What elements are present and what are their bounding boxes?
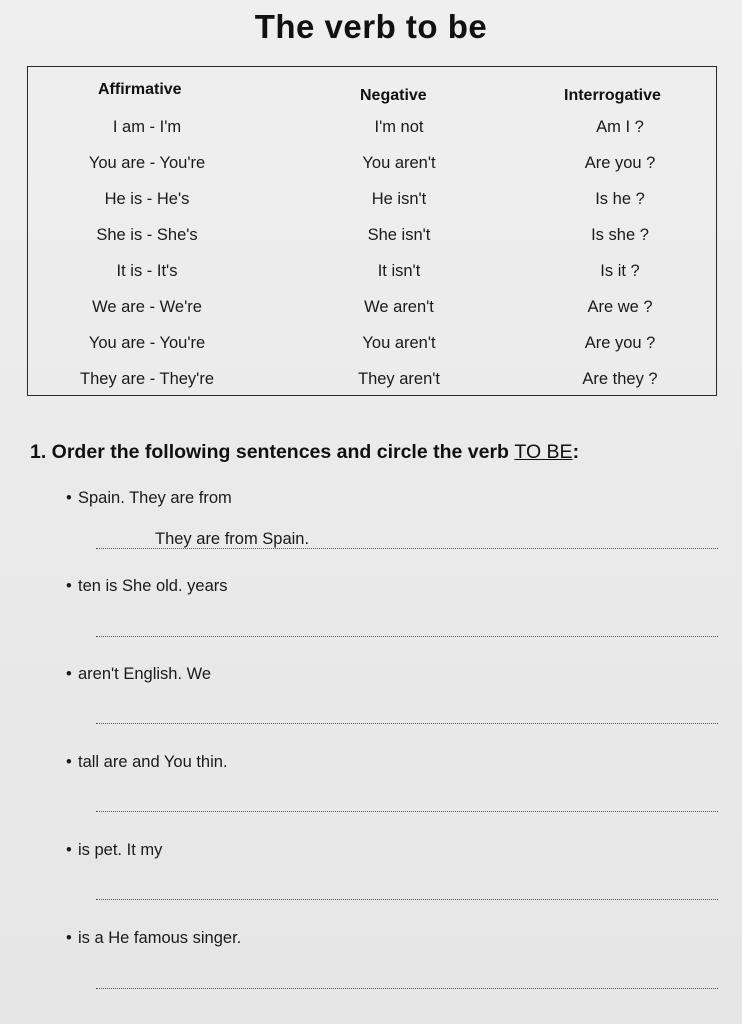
- page-title: The verb to be: [254, 8, 488, 45]
- bullet-icon: •: [66, 489, 72, 507]
- cell-negative: You aren't: [362, 154, 436, 172]
- answer-text: They are from Spain.: [155, 530, 310, 548]
- cell-affirmative: We are - We're: [92, 298, 202, 316]
- cell-negative: She isn't: [367, 226, 431, 244]
- answer-line[interactable]: [96, 636, 718, 637]
- answer-line[interactable]: [96, 899, 718, 900]
- cell-affirmative: You are - You're: [88, 334, 206, 352]
- bullet-icon: •: [66, 665, 72, 683]
- exercise-heading: [30, 441, 579, 464]
- answer-line[interactable]: [96, 811, 718, 812]
- cell-interrogative: Are we ?: [587, 298, 653, 316]
- exercise-heading-text: 1. Order the following sentences and circle the verb: [30, 441, 515, 463]
- exercise-prompt: [66, 753, 228, 772]
- header-negative: Negative: [360, 87, 427, 104]
- cell-affirmative: It is - It's: [116, 262, 178, 280]
- cell-affirmative: She is - She's: [96, 226, 198, 244]
- cell-interrogative: Are you ?: [584, 334, 656, 352]
- exercise-prompt: [66, 665, 211, 684]
- cell-affirmative: I am - I'm: [112, 118, 182, 136]
- cell-interrogative: Am I ?: [596, 118, 644, 136]
- cell-negative: I'm not: [374, 118, 424, 136]
- prompt-text: aren't English. We: [78, 665, 212, 683]
- bullet-icon: •: [66, 577, 72, 595]
- conjugation-table: [27, 66, 717, 396]
- prompt-text: is a He famous singer.: [78, 929, 242, 947]
- exercise-prompt: [66, 841, 162, 860]
- cell-negative: It isn't: [377, 262, 421, 280]
- bullet-icon: •: [66, 841, 72, 859]
- exercise-prompt: [66, 577, 228, 596]
- prompt-text: tall are and You thin.: [78, 753, 228, 771]
- prompt-text: is pet. It my: [78, 841, 163, 859]
- cell-interrogative: Are you ?: [584, 154, 656, 172]
- cell-affirmative: He is - He's: [104, 190, 190, 208]
- cell-negative: He isn't: [371, 190, 427, 208]
- answer-line[interactable]: [96, 548, 718, 549]
- exercise-prompt: [66, 489, 232, 508]
- cell-negative: You aren't: [362, 334, 436, 352]
- cell-interrogative: Is he ?: [595, 190, 645, 208]
- answer-line[interactable]: [96, 988, 718, 989]
- cell-interrogative: Are they ?: [582, 370, 658, 388]
- header-interrogative: Interrogative: [564, 87, 661, 104]
- cell-affirmative: They are - They're: [80, 370, 214, 388]
- cell-negative: They aren't: [357, 370, 441, 388]
- prompt-text: Spain. They are from: [78, 489, 232, 507]
- cell-affirmative: You are - You're: [88, 154, 206, 172]
- header-affirmative: Affirmative: [98, 81, 182, 98]
- cell-interrogative: Is she ?: [591, 226, 649, 244]
- prompt-text: ten is She old. years: [78, 577, 228, 595]
- bullet-icon: •: [66, 753, 72, 771]
- cell-interrogative: Is it ?: [600, 262, 640, 280]
- cell-negative: We aren't: [364, 298, 434, 316]
- exercise-prompt: [66, 929, 241, 948]
- exercise-heading-colon: :: [572, 441, 580, 463]
- bullet-icon: •: [66, 929, 72, 947]
- answer-line[interactable]: [96, 723, 718, 724]
- exercise-heading-verb: TO BE: [514, 441, 573, 463]
